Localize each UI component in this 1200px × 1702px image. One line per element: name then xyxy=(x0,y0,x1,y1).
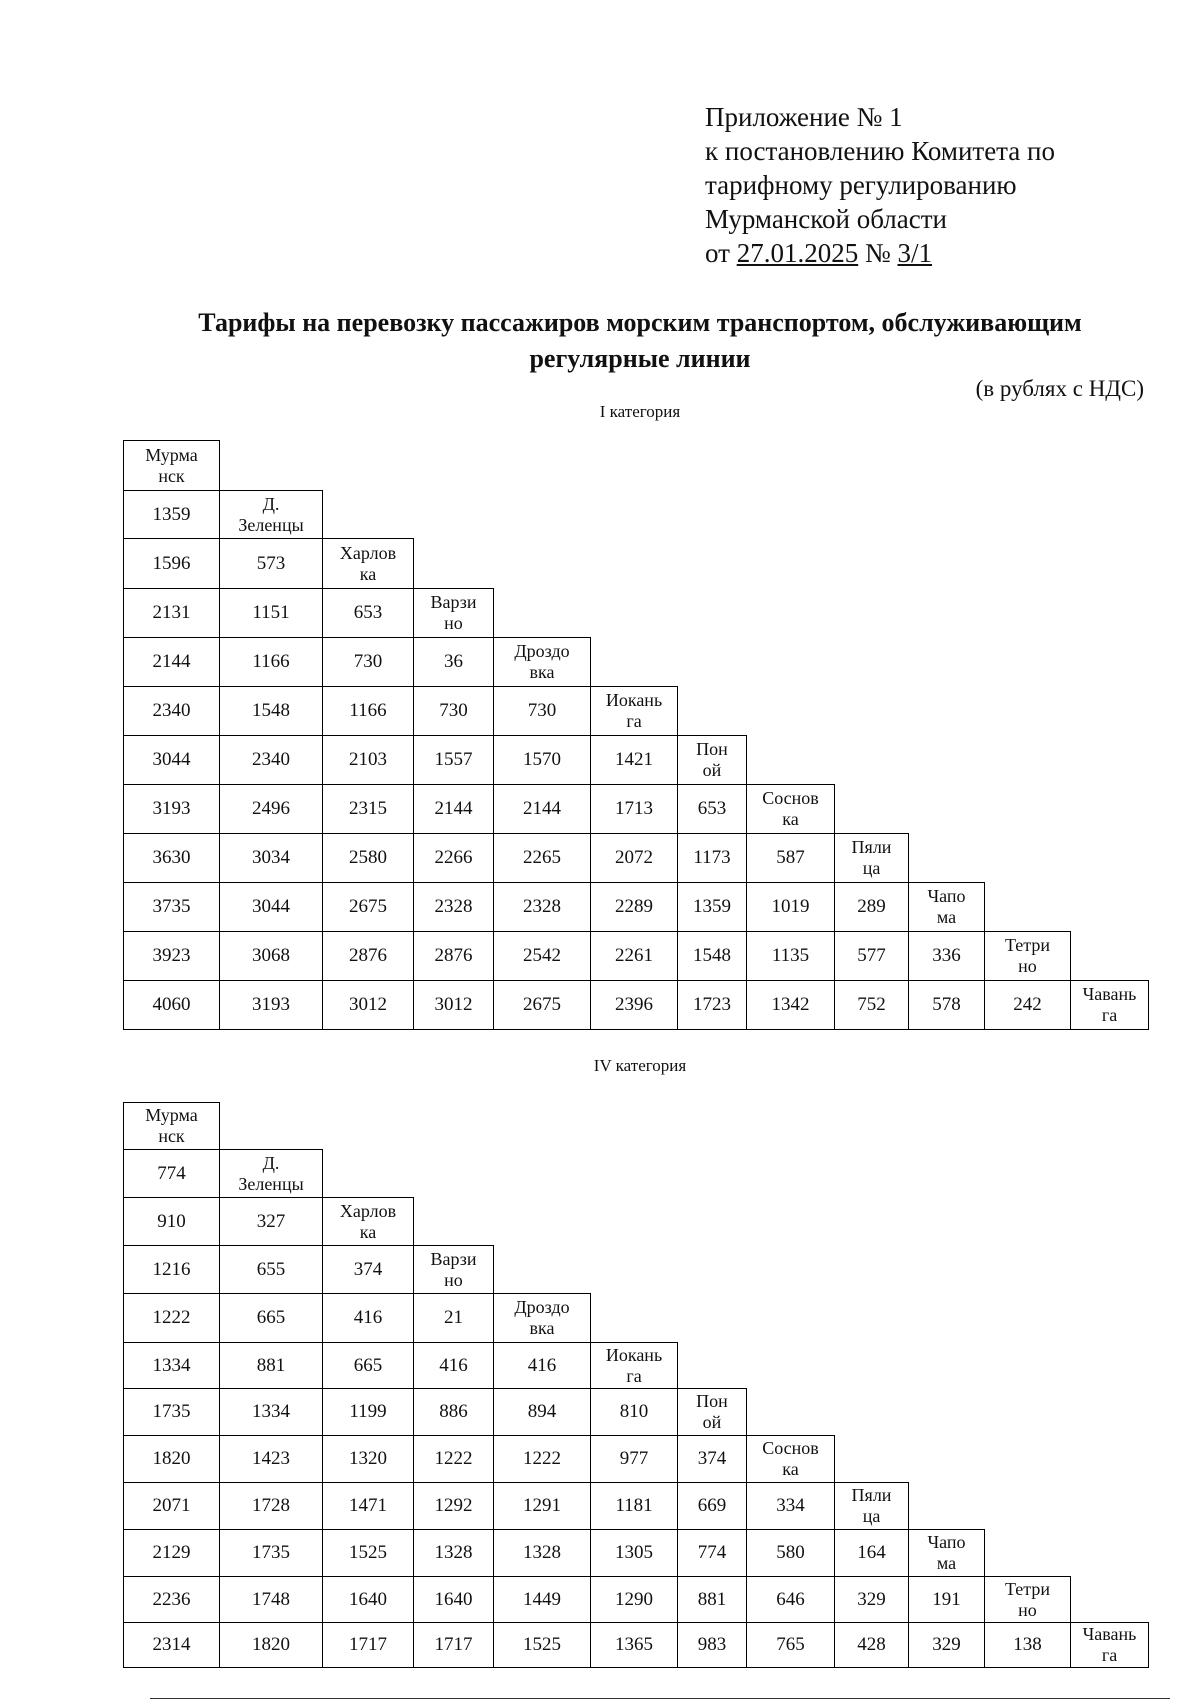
tariff-cell: 2340 xyxy=(219,735,323,785)
tariff-cell: 1717 xyxy=(322,1622,414,1668)
tariff-cell: 2496 xyxy=(219,784,323,834)
station-name-part: Иокань xyxy=(605,1344,663,1365)
tariff-cell: 1173 xyxy=(677,833,747,883)
tariff-cell: 1334 xyxy=(219,1388,323,1436)
tariff-cell: 1640 xyxy=(322,1576,414,1623)
tariff-cell: 191 xyxy=(908,1576,985,1623)
tariff-cell: 1820 xyxy=(123,1435,220,1483)
tariff-cell: 577 xyxy=(834,931,909,981)
tariff-cell: 1328 xyxy=(493,1529,591,1577)
station-name-part: Варзи xyxy=(430,592,477,612)
tariff-cell: 730 xyxy=(493,686,591,736)
station-name-part: но xyxy=(444,613,463,633)
station-header-cell xyxy=(590,686,678,736)
station-name-part: Чавань xyxy=(1082,984,1137,1004)
approval-date: 27.01.2025 xyxy=(736,238,859,268)
tariff-cell: 669 xyxy=(677,1482,747,1530)
tariff-cell: 36 xyxy=(413,637,494,687)
station-name-part: Харлов xyxy=(339,1200,397,1221)
tariff-cell: 329 xyxy=(908,1622,985,1668)
station-header-cell xyxy=(1070,980,1149,1030)
station-header-cell xyxy=(123,440,220,491)
tariff-cell: 3193 xyxy=(123,784,220,834)
tariff-cell: 653 xyxy=(322,588,414,638)
station-name-part: Харлов xyxy=(339,542,397,563)
station-name-part: Дроздо xyxy=(514,1297,570,1317)
station-name-part: но xyxy=(444,1269,463,1290)
station-name-part: Иокань xyxy=(605,690,663,710)
approval-number: 3/1 xyxy=(897,238,932,268)
station-name-part: вка xyxy=(529,662,555,682)
tariff-cell: 2289 xyxy=(590,882,678,932)
station-header-cell xyxy=(413,1245,494,1294)
tariff-cell: 21 xyxy=(413,1293,494,1343)
tariff-cell: 1728 xyxy=(219,1482,323,1530)
tariff-cell: 428 xyxy=(834,1622,909,1668)
tariff-cell: 1548 xyxy=(219,686,323,736)
tariff-cell: 646 xyxy=(746,1576,835,1623)
station-name-part: ка xyxy=(359,563,377,584)
tariff-cell: 416 xyxy=(322,1293,414,1343)
station-name-part: Чапо xyxy=(927,1532,966,1552)
tariff-cell: 1748 xyxy=(219,1576,323,1623)
tariff-cell: 329 xyxy=(834,1576,909,1623)
tariff-cell: 2265 xyxy=(493,833,591,883)
station-name-part: ка xyxy=(782,1459,799,1479)
tariff-cell: 2144 xyxy=(413,784,494,834)
tariff-cell: 1713 xyxy=(590,784,678,834)
tariff-cell: 327 xyxy=(219,1197,323,1246)
station-name-part: вка xyxy=(529,1318,555,1338)
approval-line-2: к постановлению Комитета по xyxy=(705,136,1055,166)
tariff-cell: 416 xyxy=(413,1342,494,1389)
tariff-cell: 1019 xyxy=(746,882,835,932)
station-name-part: нск xyxy=(158,465,185,486)
station-name-part: Тетри xyxy=(1004,935,1051,955)
tariff-cell: 2261 xyxy=(590,931,678,981)
station-name-part: Соснов xyxy=(762,1438,819,1458)
tariff-cell: 1471 xyxy=(322,1482,414,1530)
station-name-part: Тетри xyxy=(1004,1578,1051,1599)
tariff-cell: 1135 xyxy=(746,931,835,981)
station-name-part: Пяли xyxy=(851,1485,892,1505)
tariff-cell: 881 xyxy=(677,1576,747,1623)
tariff-cell: 665 xyxy=(219,1293,323,1343)
tariff-cell: 1166 xyxy=(322,686,414,736)
station-name-part: Дроздо xyxy=(514,641,570,661)
tariff-cell: 2129 xyxy=(123,1529,220,1577)
tariff-cell: 1292 xyxy=(413,1482,494,1530)
tariff-cell: 3044 xyxy=(123,735,220,785)
tariff-cell: 1525 xyxy=(322,1529,414,1577)
tariff-cell: 653 xyxy=(677,784,747,834)
station-name-part: ой xyxy=(702,1412,722,1432)
station-name-part: га xyxy=(626,1365,642,1386)
tariff-cell: 910 xyxy=(123,1197,220,1246)
tariff-cell: 655 xyxy=(219,1245,323,1294)
tariff-cell: 2131 xyxy=(123,588,220,638)
tariff-cell: 1421 xyxy=(590,735,678,785)
tariff-cell: 1365 xyxy=(590,1622,678,1668)
station-name-part: Пяли xyxy=(851,837,892,857)
tariff-cell: 1596 xyxy=(123,538,220,589)
approval-line-3: тарифному регулированию xyxy=(705,170,1017,200)
station-header-cell xyxy=(984,931,1071,981)
date-prefix: от xyxy=(705,238,737,268)
tariff-cell: 1334 xyxy=(123,1342,220,1389)
station-name-part: нск xyxy=(158,1126,185,1146)
tariff-cell: 2072 xyxy=(590,833,678,883)
title-line-2: регулярные линии xyxy=(529,344,751,373)
tariff-cell: 730 xyxy=(322,637,414,687)
station-header-cell xyxy=(677,1388,747,1436)
tariff-cell: 374 xyxy=(677,1435,747,1483)
tariff-cell: 3068 xyxy=(219,931,323,981)
tariff-cell: 1328 xyxy=(413,1529,494,1577)
tariff-cell: 289 xyxy=(834,882,909,932)
tariff-cell: 1640 xyxy=(413,1576,494,1623)
tariff-cell: 2876 xyxy=(413,931,494,981)
station-name-part: Пон xyxy=(696,739,728,759)
tariff-cell: 2144 xyxy=(493,784,591,834)
tariff-cell: 2542 xyxy=(493,931,591,981)
station-header-cell xyxy=(834,1482,909,1530)
tariff-cell: 1359 xyxy=(677,882,747,932)
station-header-cell xyxy=(493,637,591,687)
tariff-cell: 1423 xyxy=(219,1435,323,1483)
tariff-cell: 2315 xyxy=(322,784,414,834)
tariff-cell: 774 xyxy=(677,1529,747,1577)
station-header-cell xyxy=(322,1197,414,1246)
station-name-part: ой xyxy=(702,760,722,780)
station-name-part: Зеленцы xyxy=(238,1173,304,1194)
tariff-cell: 1151 xyxy=(219,588,323,638)
tariff-cell: 2328 xyxy=(413,882,494,932)
tariff-cell: 1548 xyxy=(677,931,747,981)
tariff-cell: 1717 xyxy=(413,1622,494,1668)
tariff-cell: 2580 xyxy=(322,833,414,883)
tariff-cell: 1525 xyxy=(493,1622,591,1668)
tariff-cell: 3034 xyxy=(219,833,323,883)
tariff-cell: 2675 xyxy=(322,882,414,932)
station-name-part: ца xyxy=(862,858,881,878)
document-title xyxy=(130,305,1150,377)
tariff-cell: 1291 xyxy=(493,1482,591,1530)
tariff-cell: 1557 xyxy=(413,735,494,785)
tariff-cell: 3193 xyxy=(219,980,323,1030)
category-label-1: I категория xyxy=(599,402,681,421)
station-header-cell xyxy=(219,1149,323,1198)
tariff-cell: 2314 xyxy=(123,1622,220,1668)
tariff-cell: 1216 xyxy=(123,1245,220,1294)
station-header-cell xyxy=(908,882,985,932)
station-name-part: Варзи xyxy=(430,1248,477,1269)
category-label-4: IV категория xyxy=(593,1056,687,1075)
approval-date-line xyxy=(705,236,1055,270)
tariff-cell: 336 xyxy=(908,931,985,981)
tariff-cell: 977 xyxy=(590,1435,678,1483)
tariff-cell: 1166 xyxy=(219,637,323,687)
tariff-cell: 3923 xyxy=(123,931,220,981)
tariff-cell: 1735 xyxy=(123,1388,220,1436)
unit-note: (в рублях с НДС) xyxy=(975,376,1144,401)
station-header-cell xyxy=(746,784,835,834)
station-name-part: Мурма xyxy=(145,1105,198,1125)
station-name-part: Чавань xyxy=(1082,1624,1137,1644)
station-header-cell xyxy=(908,1529,985,1577)
station-name-part: га xyxy=(626,711,642,731)
tariff-cell: 573 xyxy=(219,538,323,589)
tariff-cell: 1359 xyxy=(123,490,220,539)
station-header-cell xyxy=(1070,1622,1149,1668)
tariff-cell: 1570 xyxy=(493,735,591,785)
tariff-cell: 1222 xyxy=(123,1293,220,1343)
approval-line-1: Приложение № 1 xyxy=(705,102,903,132)
station-name-part: Пон xyxy=(696,1391,728,1411)
tariff-cell: 578 xyxy=(908,980,985,1030)
tariff-cell: 1820 xyxy=(219,1622,323,1668)
tariff-cell: 2103 xyxy=(322,735,414,785)
station-header-cell xyxy=(322,538,414,589)
tariff-cell: 374 xyxy=(322,1245,414,1294)
approval-line-4: Мурманской области xyxy=(705,204,947,234)
tariff-cell: 3735 xyxy=(123,882,220,932)
tariff-cell: 138 xyxy=(984,1622,1071,1668)
tariff-cell: 4060 xyxy=(123,980,220,1030)
tariff-cell: 2144 xyxy=(123,637,220,687)
tariff-cell: 2328 xyxy=(493,882,591,932)
station-header-cell xyxy=(984,1576,1071,1623)
station-header-cell xyxy=(677,735,747,785)
tariff-cell: 3012 xyxy=(413,980,494,1030)
station-name-part: Д. xyxy=(262,493,280,514)
tariff-cell: 774 xyxy=(123,1149,220,1198)
tariff-cell: 1305 xyxy=(590,1529,678,1577)
station-header-cell xyxy=(746,1435,835,1483)
station-name-part: но xyxy=(1018,1599,1037,1620)
tariff-cell: 894 xyxy=(493,1388,591,1436)
approval-block xyxy=(705,100,1055,270)
tariff-cell: 2675 xyxy=(493,980,591,1030)
tariff-cell: 1320 xyxy=(322,1435,414,1483)
tariff-cell: 3012 xyxy=(322,980,414,1030)
tariff-cell: 1222 xyxy=(493,1435,591,1483)
tariff-cell: 2236 xyxy=(123,1576,220,1623)
tariff-cell: 1290 xyxy=(590,1576,678,1623)
station-header-cell xyxy=(493,1293,591,1343)
tariff-cell: 2071 xyxy=(123,1482,220,1530)
station-name-part: Соснов xyxy=(762,788,819,808)
tariff-cell: 2396 xyxy=(590,980,678,1030)
tariff-cell: 2876 xyxy=(322,931,414,981)
tariff-cell: 416 xyxy=(493,1342,591,1389)
tariff-cell: 1199 xyxy=(322,1388,414,1436)
tariff-cell: 3630 xyxy=(123,833,220,883)
station-name-part: но xyxy=(1018,956,1037,976)
station-name-part: ма xyxy=(936,907,957,927)
tariff-cell: 3044 xyxy=(219,882,323,932)
station-name-part: га xyxy=(1101,1645,1118,1665)
tariff-cell: 881 xyxy=(219,1342,323,1389)
station-header-cell xyxy=(219,490,323,539)
tariff-cell: 164 xyxy=(834,1529,909,1577)
tariff-cell: 334 xyxy=(746,1482,835,1530)
tariff-cell: 1342 xyxy=(746,980,835,1030)
tariff-cell: 1181 xyxy=(590,1482,678,1530)
station-name-part: га xyxy=(1101,1005,1118,1025)
tariff-cell: 810 xyxy=(590,1388,678,1436)
station-header-cell xyxy=(834,833,909,883)
station-name-part: Зеленцы xyxy=(238,514,304,535)
station-name-part: ца xyxy=(862,1506,881,1526)
number-prefix: № xyxy=(858,238,898,268)
tariff-cell: 752 xyxy=(834,980,909,1030)
tariff-cell: 665 xyxy=(322,1342,414,1389)
tariff-cell: 886 xyxy=(413,1388,494,1436)
tariff-cell: 1222 xyxy=(413,1435,494,1483)
tariff-cell: 730 xyxy=(413,686,494,736)
station-name-part: Чапо xyxy=(927,886,966,906)
tariff-cell: 2340 xyxy=(123,686,220,736)
tariff-cell: 1735 xyxy=(219,1529,323,1577)
station-header-cell xyxy=(413,588,494,638)
tariff-cell: 1723 xyxy=(677,980,747,1030)
tariff-cell: 765 xyxy=(746,1622,835,1668)
station-name-part: ка xyxy=(782,809,799,829)
station-header-cell xyxy=(123,1102,220,1150)
station-name-part: Мурма xyxy=(145,444,198,465)
tariff-cell: 587 xyxy=(746,833,835,883)
tariff-cell: 242 xyxy=(984,980,1071,1030)
tariff-cell: 2266 xyxy=(413,833,494,883)
tariff-cell: 983 xyxy=(677,1622,747,1668)
station-name-part: Д. xyxy=(262,1152,280,1173)
tariff-cell: 580 xyxy=(746,1529,835,1577)
page-bottom-rule xyxy=(150,1698,1170,1699)
station-header-cell xyxy=(590,1342,678,1389)
station-name-part: ма xyxy=(936,1553,957,1573)
title-line-1: Тарифы на перевозку пассажиров морским транспортом, обслуживающим xyxy=(198,308,1082,337)
tariff-cell: 1449 xyxy=(493,1576,591,1623)
station-name-part: ка xyxy=(359,1221,377,1242)
